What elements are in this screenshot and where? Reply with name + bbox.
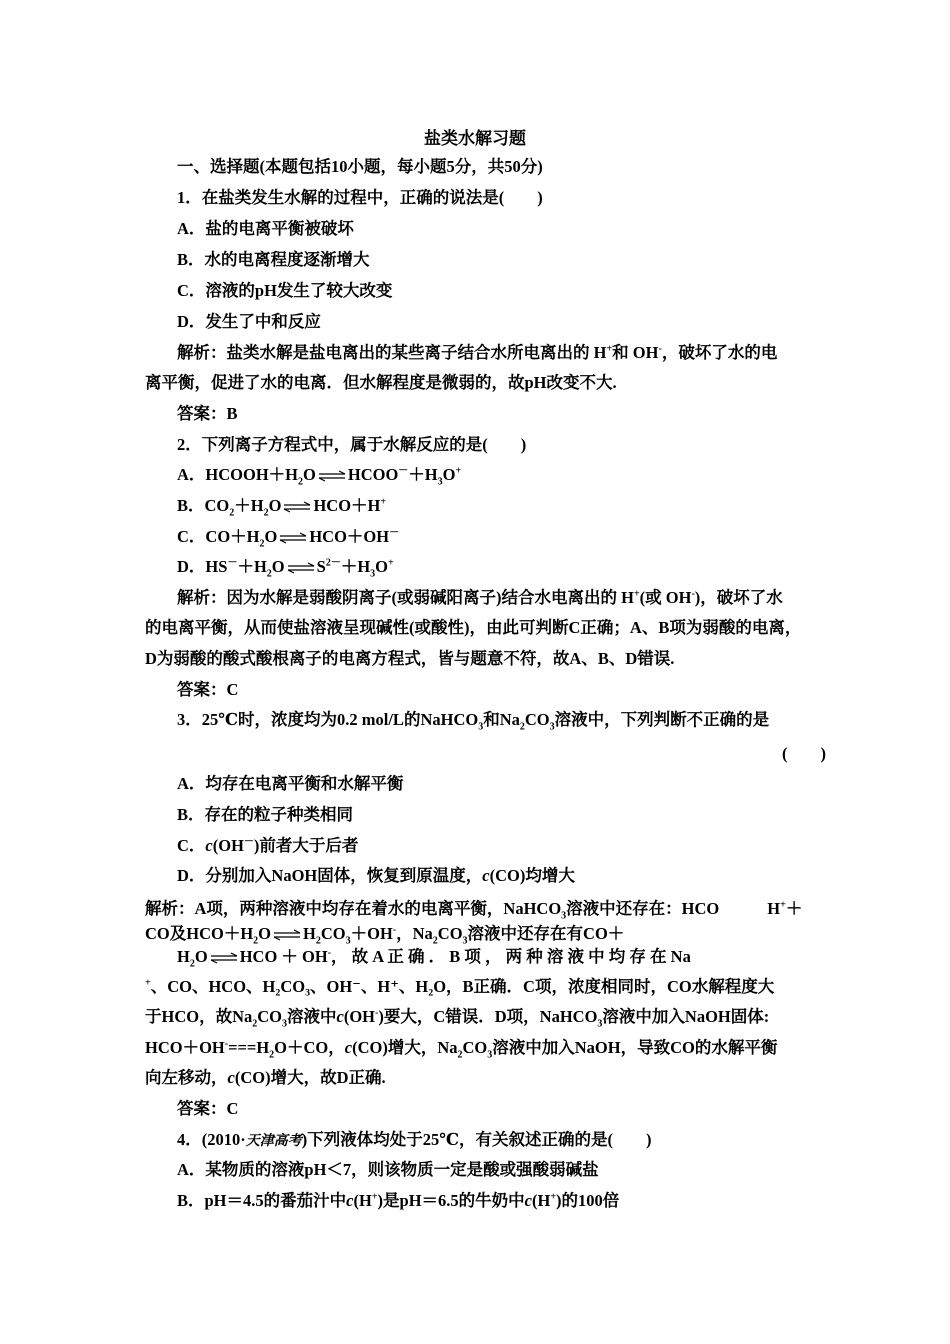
q2-explanation-line2: 的电离平衡，从而使盐溶液呈现碱性(或酸性)，由此可判断C正确；A、B项为弱酸的电离， xyxy=(145,618,802,637)
q1-answer: 答案：B xyxy=(177,404,238,423)
q3-option-a: A．均存在电离平衡和水解平衡 xyxy=(177,774,404,793)
q1-explanation-line2: 离平衡，促进了水的电离．但水解程度是微弱的，故pH改变不大. xyxy=(145,373,617,392)
equilibrium-arrow-icon xyxy=(272,929,302,941)
q4-option-a: A．某物质的溶液pH＜7，则该物质一定是酸或强酸弱碱盐 xyxy=(177,1160,599,1179)
q4-source: 天津高考 xyxy=(245,1134,302,1149)
q3-explanation-line7: 向左移动，c(CO)增大，故D正确. xyxy=(145,1068,386,1087)
q3-stem: 3．25℃时，浓度均为0.2 mol/L的NaHCO$_3$和$Na_2CO_3$溶液中，下列判断不正确的是 xyxy=(177,710,770,733)
q3-explanation-line1: 解析：A项，两种溶液中均存在着水的电离平衡，NaHCO$_3$溶液中还存在：HCO H+＋ xyxy=(145,899,803,922)
q3-explanation-line2: CO及$HCO+H_2O$ $H_2CO_3+OH^-$，$Na_2CO_3$溶液中还存在有CO＋ xyxy=(145,924,625,947)
equilibrium-arrow-icon xyxy=(286,562,316,574)
q3-option-c: C．c(OH－)前者大于后者 xyxy=(177,836,359,855)
page-title: 盐类水解习题 xyxy=(424,129,526,148)
q1-explanation-line1: 解析：盐类水解是盐电离出的某些离子结合水所电离出的 H+和 OH-，破坏了水的电 xyxy=(177,343,778,362)
q1-option-d: D．发生了中和反应 xyxy=(177,312,321,331)
q3-explanation-line4: +、CO、HCO、H₂CO₃、OH⁻、H⁺、H₂O，B正确．C项，浓度相同时，CO水解程度大 xyxy=(145,977,775,996)
q3-option-d: D．分别加入NaOH固体，恢复到原温度，c(CO)均增大 xyxy=(177,866,575,885)
q2-option-c: C．$CO+H_2O$ HCO＋OH－ xyxy=(177,527,400,550)
q2-stem: 2．下列离子方程式中，属于水解反应的是( ) xyxy=(177,435,527,454)
equilibrium-arrow-icon xyxy=(282,501,312,513)
equilibrium-arrow-icon xyxy=(317,470,347,482)
q1-option-c: C．溶液的pH发生了较大改变 xyxy=(177,281,393,300)
q3-answer-blank: ( ) xyxy=(782,744,826,763)
q3-explanation-line5: 于HCO，故$Na_2CO_3$溶液中c(OH-)要大，C错误．D项，NaHCO$_3$溶液中加入NaOH固体: xyxy=(145,1007,770,1030)
q2-option-b: B．$CO_2+H_2O$ HCO＋H+ xyxy=(177,496,387,519)
q1-stem: 1．在盐类发生水解的过程中，正确的说法是( ) xyxy=(177,188,543,207)
q4-option-b: B．pH＝4.5的番茄汁中c(H+)是pH＝6.5的牛奶中c(H+)的100倍 xyxy=(177,1191,620,1210)
equilibrium-arrow-icon xyxy=(209,952,239,964)
section-heading: 一、选择题(本题包括10小题，每小题5分，共50分) xyxy=(177,157,543,176)
q2-option-a: A．$HCOOH+H_2O$ $HCOO^-+H_3O^+$ xyxy=(177,465,462,488)
q2-option-d: D．$HS^-+H_2O$ $S^{2-}+H_3O^+$ xyxy=(177,557,394,580)
q3-option-b: B．存在的粒子种类相同 xyxy=(177,805,354,824)
emphasis-dot: 不 xyxy=(686,710,704,729)
q4-stem: 4．(2010·天津高考)下列液体均处于25℃，有关叙述正确的是( ) xyxy=(177,1130,652,1149)
q1-option-b: B．水的电离程度逐渐增大 xyxy=(177,250,370,269)
q2-explanation-line3: D为弱酸的酸式酸根离子的电离方程式，皆与题意不符，故A、B、D错误. xyxy=(145,649,675,668)
q1-exp-label: 解析： xyxy=(177,343,227,362)
q1-option-a: A．盐的电离平衡被破坏 xyxy=(177,219,354,238)
q3-explanation-line3: $H_2O$ HCO ＋ OH-， 故 A 正 确 ． B 项 ， 两 种 溶 液 中 均 存 在 Na xyxy=(177,947,691,970)
q2-answer: 答案：C xyxy=(177,680,239,699)
q3-answer: 答案：C xyxy=(177,1099,239,1118)
q3-explanation-line6: $HCO+OH^-===H_2O+CO$，c(CO)增大，$Na_2CO_3$溶液中加入NaOH，导致CO的水解平衡 xyxy=(145,1038,778,1061)
equilibrium-arrow-icon xyxy=(278,532,308,544)
q2-explanation-line1: 解析：因为水解是弱酸阴离子(或弱碱阳离子)结合水电离出的 H+(或 OH-)，破坏了水 xyxy=(177,588,783,607)
